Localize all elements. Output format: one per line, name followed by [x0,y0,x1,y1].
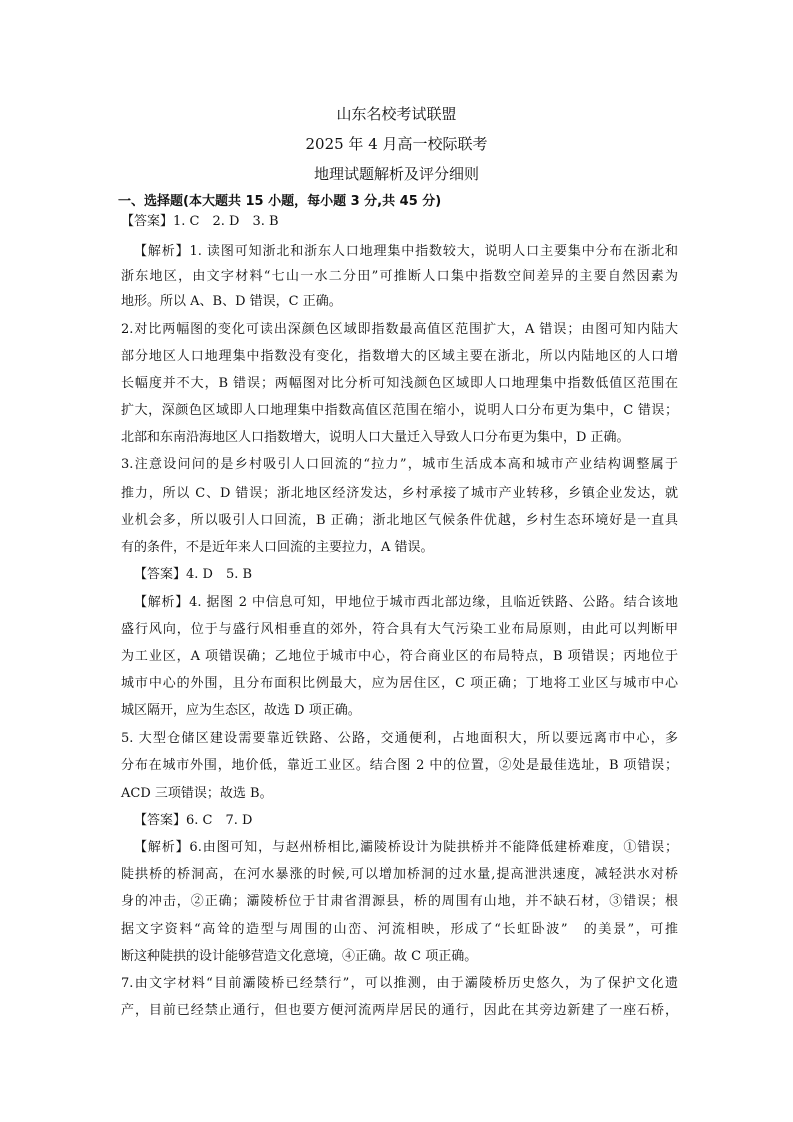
text-line: 2.对比两幅图的变化可读出深颜色区域即指数最高值区范围扩大，A 错误；由图可知内陆大 [121,322,678,337]
text-line: 浙东地区，由文字材料“七山一水二分田”可推断人口集中指数空间差异的主要自然因素为 [121,269,678,284]
title-subject: 地理试题解析及评分细则 [313,165,479,183]
text-line: 身的冲击，②正确；灞陵桥位于甘肃省渭源县，桥的周围有山地，并不缺石材，③错误；根 [121,894,678,909]
section-heading-choice: 一、选择题(本大题共 15 小题，每小题 3 分,共 45 分) [118,194,442,209]
text-line: 有的条件，不是近年来人口回流的主要拉力，A 错误。 [121,540,434,555]
text-line: 分布在城市外围，地价低，靠近工业区。结合图 2 中的位置，②处是最佳选址，B 项错误； [121,758,678,773]
text-line: 部分地区人口地理集中指数没有变化，指数增大的区域主要在浙北，所以内陆地区的人口增 [121,349,678,364]
text-line: 断这种陡拱的设计能够营造文化意境，④正确。故 C 项正确。 [121,949,478,964]
text-line: 盛行风向，位于与盛行风相垂直的郊外，符合具有大气污染工业布局原则，由此可以判断甲 [121,622,678,637]
text-line: 【解析】1. 读图可知浙北和浙东人口地理集中指数较大，说明人口主要集中分布在浙北和 [134,244,678,259]
text-line: 推力，所以 C、D 错误；浙北地区经济发达，乡村承接了城市产业转移，乡镇企业发达，就 [121,486,678,501]
text-line: 长幅度并不大，B 错误；两幅图对比分析可知浅颜色区域即人口地理集中指数低值区范围在 [121,376,678,391]
text-line: 据文字资料“高耸的造型与周围的山峦、河流相映，形成了“长虹卧波” 的美景”，可推 [121,922,678,937]
text-line: 城市中心的外围，且分布面积比例最大，应为居住区，C 项正确；丁地将工业区与城市中心 [121,676,678,691]
text-line: 5. 大型仓储区建设需要靠近铁路、公路，交通便利，占地面积大，所以要远离市中心，多 [121,731,678,746]
text-line: 业机会多，所以吸引人口回流，B 正确；浙北地区气候条件优越，乡村生态环境好是一直具 [121,513,678,528]
text-line: 城区隔开，应为生态区，故选 D 项正确。 [121,703,361,718]
text-line: 扩大，深颜色区域即人口地理集中指数高值区范围在缩小，说明人口分布更为集中，C 错误； [121,403,678,418]
text-line: 3.注意设问问的是乡村吸引人口回流的“拉力”，城市生活成本高和城市产业结构调整属于 [121,457,678,472]
answer-line: 【答案】6. C 7. D [134,813,253,828]
text-line: 【解析】4. 据图 2 中信息可知，甲地位于城市西北部边缘，且临近铁路、公路。结合该地 [134,595,678,610]
text-line: 7.由文字材料“目前灞陵桥已经禁行”，可以推测，由于灞陵桥历史悠久，为了保护文化遗 [121,976,678,991]
text-line: 【解析】6.由图可知，与赵州桥相比,灞陵桥设计为陡拱桥并不能降低建桥难度，①错误； [134,840,678,855]
text-line: 为工业区，A 项错误确；乙地位于城市中心，符合商业区的布局特点，B 项错误；丙地位于 [121,649,678,664]
text-line: 产，目前已经禁止通行，但也要方便河流两岸居民的通行，因此在其旁边新建了一座石桥， [121,1003,678,1018]
title-exam: 2025 年 4 月高一校际联考 [305,135,488,153]
answer-line: 【答案】1. C 2. D 3. B [121,214,279,229]
text-line: 地形。所以 A、B、D 错误，C 正确。 [121,294,342,309]
title-alliance: 山东名校考试联盟 [336,105,457,123]
text-line: 北部和东南沿海地区人口指数增大，说明人口大量迁入导致人口分布更为集中，D 正确。 [121,430,630,445]
text-line: ACD 三项错误；故选 B。 [121,786,273,801]
text-line: 陡拱桥的桥洞高，在河水暴涨的时候,可以增加桥洞的过水量,提高泄洪速度，减轻洪水对桥 [121,867,678,882]
answer-line: 【答案】4. D 5. B [134,567,253,582]
